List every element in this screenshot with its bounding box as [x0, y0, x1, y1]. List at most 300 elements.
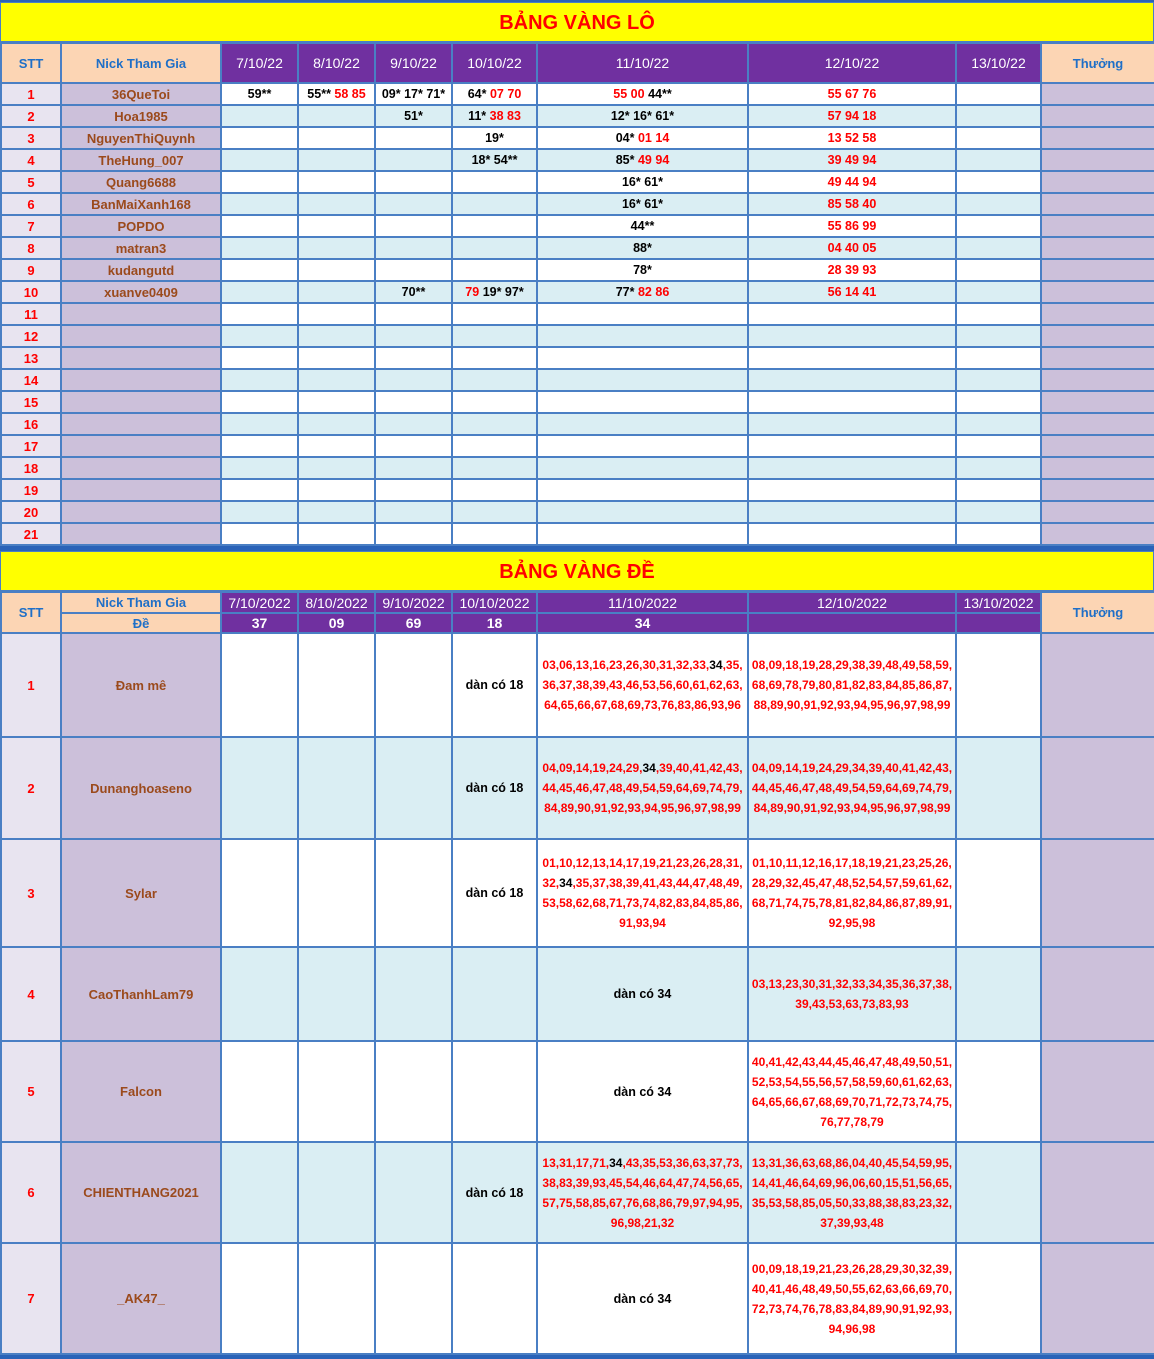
cell-text: 77*: [615, 285, 638, 299]
nick-cell: Đam mê: [61, 633, 221, 737]
date-cell: [452, 325, 537, 347]
nick-cell: matran3: [61, 237, 221, 259]
nick-cell: [61, 303, 221, 325]
date-cell: [298, 215, 375, 237]
date-cell: [452, 947, 537, 1041]
date-cell: [452, 105, 537, 127]
date-cell: [221, 325, 298, 347]
date-cell: [375, 523, 452, 545]
date-cell: [748, 457, 956, 479]
date-cell: [956, 215, 1041, 237]
date-cell: [298, 193, 375, 215]
cell-text: 07 70: [489, 87, 522, 101]
date-cell: [956, 1142, 1041, 1243]
lo-table-row: [1, 523, 1154, 545]
nick-cell: [61, 501, 221, 523]
date-cell: [221, 149, 298, 171]
date-cell: [537, 171, 748, 193]
date-cell: [375, 1041, 452, 1142]
date-cell: [221, 501, 298, 523]
date-cell: [748, 105, 956, 127]
date-cell: [375, 105, 452, 127]
cell-text: 57 94 18: [827, 109, 877, 123]
date-cell: [221, 171, 298, 193]
lo-date-header: 8/10/22: [298, 43, 375, 83]
thuong-cell: [1041, 149, 1154, 171]
date-cell: [956, 839, 1041, 947]
date-cell: [452, 193, 537, 215]
cell-text: 03,06,13,16,23,26,30,31,32,33,: [542, 658, 710, 672]
date-cell: [956, 435, 1041, 457]
date-cell: [298, 171, 375, 193]
cell-text: 08,09,18,19,28,29,38,39,48,49,58,59,68,69,78,79,80,81,82,83,84,85,86,87,88,89,90,91,92,93,94,95,96,97,98,99: [751, 658, 953, 712]
date-cell: [956, 1041, 1041, 1142]
date-cell: [748, 633, 956, 737]
date-cell: [537, 127, 748, 149]
date-cell: [452, 1243, 537, 1354]
date-cell: [298, 435, 375, 457]
cell-text: 38 83: [489, 109, 521, 123]
date-cell: [221, 215, 298, 237]
date-cell: [748, 1041, 956, 1142]
date-cell: [452, 127, 537, 149]
cell-text: ,35,37,38,39,41,43,44,47,48,49,53,58,62,68,71,73,74,82,83,84,85,86,91,93,94: [542, 876, 743, 930]
stt-cell: 12: [1, 325, 61, 347]
date-cell: [956, 259, 1041, 281]
date-cell: [748, 523, 956, 545]
date-cell: [537, 149, 748, 171]
lo-date-header: 11/10/22: [537, 43, 748, 83]
date-cell: [956, 127, 1041, 149]
date-cell: [221, 839, 298, 947]
date-cell: [221, 193, 298, 215]
date-cell: [537, 435, 748, 457]
thuong-cell: [1041, 947, 1154, 1041]
stt-cell: 6: [1, 1142, 61, 1243]
cell-text: 49 44 94: [827, 175, 877, 189]
date-cell: [298, 83, 375, 105]
nick-cell: [61, 369, 221, 391]
nick-cell: CaoThanhLam79: [61, 947, 221, 1041]
date-cell: [452, 839, 537, 947]
date-cell: [748, 215, 956, 237]
thuong-cell: [1041, 435, 1154, 457]
cell-text: dàn có 18: [465, 781, 524, 795]
date-cell: [375, 435, 452, 457]
de-result-cell: [748, 613, 956, 633]
date-cell: [537, 259, 748, 281]
date-cell: [298, 633, 375, 737]
thuong-cell: [1041, 1142, 1154, 1243]
lo-table-row: [1, 325, 1154, 347]
date-cell: [221, 281, 298, 303]
thuong-cell: [1041, 237, 1154, 259]
date-cell: [537, 501, 748, 523]
lo-table-row: [1, 303, 1154, 325]
date-cell: [537, 281, 748, 303]
de-date-header: 13/10/2022: [956, 592, 1041, 613]
nick-cell: kudangutd: [61, 259, 221, 281]
date-cell: [956, 347, 1041, 369]
date-cell: [748, 83, 956, 105]
date-cell: [221, 947, 298, 1041]
date-cell: [956, 479, 1041, 501]
date-cell: [452, 149, 537, 171]
nick-cell: _AK47_: [61, 1243, 221, 1354]
de-date-header: 8/10/2022: [298, 592, 375, 613]
date-cell: [375, 839, 452, 947]
date-cell: [298, 479, 375, 501]
date-cell: [452, 1041, 537, 1142]
dan-list: [538, 655, 747, 715]
date-cell: [375, 501, 452, 523]
date-cell: [748, 303, 956, 325]
nick-cell: Hoa1985: [61, 105, 221, 127]
lo-thuong-header: Thưởng: [1041, 43, 1154, 83]
cell-text: 39 49 94: [827, 153, 877, 167]
de-date-header: 9/10/2022: [375, 592, 452, 613]
cell-text: dàn có 18: [465, 1185, 524, 1200]
date-cell: [748, 237, 956, 259]
lo-table-row: [1, 149, 1154, 171]
date-cell: [956, 105, 1041, 127]
date-cell: [956, 171, 1041, 193]
thuong-cell: [1041, 523, 1154, 545]
date-cell: [452, 737, 537, 839]
cell-text: dàn có 18: [465, 678, 524, 692]
thuong-cell: [1041, 105, 1154, 127]
date-cell: [452, 303, 537, 325]
cell-text: 70**: [401, 285, 426, 299]
date-cell: [298, 325, 375, 347]
lo-date-header: 10/10/22: [452, 43, 537, 83]
stt-cell: 20: [1, 501, 61, 523]
lo-table-row: [1, 193, 1154, 215]
stt-cell: 2: [1, 737, 61, 839]
cell-text: 04 40 05: [827, 241, 877, 255]
date-cell: [956, 303, 1041, 325]
de-table-row: [1, 737, 1154, 839]
lo-table-row: [1, 369, 1154, 391]
date-cell: [956, 325, 1041, 347]
stt-cell: 15: [1, 391, 61, 413]
lo-date-header: 13/10/22: [956, 43, 1041, 83]
date-cell: [748, 501, 956, 523]
nick-cell: [61, 457, 221, 479]
cell-text: 19*: [485, 131, 504, 145]
lo-header-row: [1, 43, 1154, 83]
date-cell: [537, 413, 748, 435]
date-cell: [452, 457, 537, 479]
thuong-cell: [1041, 171, 1154, 193]
date-cell: [748, 369, 956, 391]
date-cell: [221, 523, 298, 545]
cell-text: 88*: [633, 241, 652, 255]
de-date-header: 7/10/2022: [221, 592, 298, 613]
nick-cell: Dunanghoaseno: [61, 737, 221, 839]
thuong-cell: [1041, 479, 1154, 501]
de-result-row: [1, 613, 1154, 633]
cell-text: 04,09,14,19,24,29,: [542, 761, 643, 775]
date-cell: [537, 303, 748, 325]
date-cell: [452, 413, 537, 435]
thuong-cell: [1041, 839, 1154, 947]
date-cell: [375, 457, 452, 479]
cell-text: 04,09,14,19,24,29,34,39,40,41,42,43,44,45,46,47,48,49,54,59,64,69,74,79,84,89,90,91,92,93,94,95,96,97,98,99: [751, 761, 953, 815]
date-cell: [537, 83, 748, 105]
date-cell: [298, 523, 375, 545]
cell-text: 44**: [648, 87, 672, 101]
date-cell: [221, 105, 298, 127]
stt-cell: 10: [1, 281, 61, 303]
date-cell: [375, 83, 452, 105]
cell-text: 16* 61*: [621, 197, 663, 211]
stt-cell: 3: [1, 127, 61, 149]
date-cell: [452, 215, 537, 237]
date-cell: [375, 171, 452, 193]
stt-cell: 7: [1, 1243, 61, 1354]
lo-table-row: [1, 435, 1154, 457]
de-result-cell: 69: [375, 613, 452, 633]
date-cell: [537, 523, 748, 545]
date-cell: [375, 237, 452, 259]
de-de-header: Đề: [61, 613, 221, 633]
date-cell: [221, 347, 298, 369]
thuong-cell: [1041, 1243, 1154, 1354]
date-cell: [956, 947, 1041, 1041]
date-cell: [375, 737, 452, 839]
nick-cell: [61, 325, 221, 347]
cell-text: 34: [642, 761, 656, 775]
stt-cell: 5: [1, 1041, 61, 1142]
date-cell: [298, 369, 375, 391]
stt-cell: 13: [1, 347, 61, 369]
nick-cell: CHIENTHANG2021: [61, 1142, 221, 1243]
date-cell: [452, 479, 537, 501]
stt-cell: 1: [1, 83, 61, 105]
date-cell: [748, 435, 956, 457]
date-cell: [537, 947, 748, 1041]
de-date-header: 12/10/2022: [748, 592, 956, 613]
lo-date-header: 7/10/22: [221, 43, 298, 83]
cell-text: ,39,40,41,42,43,44,45,46,47,48,49,54,59,64,69,74,79,84,89,90,91,92,93,94,95,96,97,98,99: [542, 761, 743, 815]
date-cell: [748, 171, 956, 193]
dan-list: [749, 655, 955, 715]
cell-text: 59**: [247, 87, 272, 101]
cell-text: 19* 97*: [482, 285, 524, 299]
date-cell: [537, 237, 748, 259]
date-cell: [375, 633, 452, 737]
nick-cell: [61, 479, 221, 501]
lo-table-row: [1, 83, 1154, 105]
date-cell: [298, 413, 375, 435]
stt-cell: 1: [1, 633, 61, 737]
stt-cell: 6: [1, 193, 61, 215]
date-cell: [748, 1142, 956, 1243]
date-cell: [748, 413, 956, 435]
lo-table-row: [1, 413, 1154, 435]
thuong-cell: [1041, 215, 1154, 237]
lo-table: [0, 42, 1154, 546]
date-cell: [956, 83, 1041, 105]
dan-list: [538, 1153, 747, 1233]
cell-text: 55**: [307, 87, 335, 101]
thuong-cell: [1041, 1041, 1154, 1142]
de-thuong-header: Thưởng: [1041, 592, 1154, 633]
date-cell: [298, 303, 375, 325]
lo-title: BẢNG VÀNG LÔ: [0, 2, 1154, 42]
stt-cell: 21: [1, 523, 61, 545]
stt-cell: 8: [1, 237, 61, 259]
cell-text: 34: [709, 658, 723, 672]
date-cell: [537, 633, 748, 737]
nick-cell: [61, 413, 221, 435]
cell-text: 18* 54**: [471, 153, 518, 167]
date-cell: [748, 325, 956, 347]
stt-cell: 4: [1, 947, 61, 1041]
date-cell: [452, 391, 537, 413]
date-cell: [748, 127, 956, 149]
lo-table-row: [1, 457, 1154, 479]
lo-table-row: [1, 501, 1154, 523]
de-result-cell: [956, 613, 1041, 633]
lo-table-row: [1, 479, 1154, 501]
date-cell: [452, 259, 537, 281]
cell-text: 28 39 93: [827, 263, 877, 277]
nick-cell: POPDO: [61, 215, 221, 237]
date-cell: [221, 391, 298, 413]
cell-text: dàn có 18: [465, 886, 524, 900]
date-cell: [452, 237, 537, 259]
date-cell: [452, 281, 537, 303]
date-cell: [537, 479, 748, 501]
date-cell: [956, 1243, 1041, 1354]
de-result-cell: 37: [221, 613, 298, 633]
date-cell: [221, 303, 298, 325]
thuong-cell: [1041, 457, 1154, 479]
date-cell: [221, 369, 298, 391]
date-cell: [748, 391, 956, 413]
date-cell: [956, 457, 1041, 479]
date-cell: [375, 259, 452, 281]
stt-cell: 4: [1, 149, 61, 171]
cell-text: ,43,35,53,36,63,37,73,38,83,39,93,45,54,46,64,47,74,56,65,57,75,58,85,67,76,68,86,79,97,94,95,96,98,21,32: [542, 1155, 743, 1230]
stt-cell: 17: [1, 435, 61, 457]
cell-text: 09* 17* 71*: [381, 87, 446, 101]
cell-text: 85 58 40: [827, 197, 877, 211]
de-date-header: 11/10/2022: [537, 592, 748, 613]
cell-text: 34: [559, 876, 573, 890]
date-cell: [221, 413, 298, 435]
stt-cell: 14: [1, 369, 61, 391]
date-cell: [956, 501, 1041, 523]
date-cell: [298, 947, 375, 1041]
date-cell: [221, 435, 298, 457]
date-cell: [298, 347, 375, 369]
de-table-row: [1, 839, 1154, 947]
de-table-row: [1, 1041, 1154, 1142]
date-cell: [375, 325, 452, 347]
cell-text: 13,31,36,63,68,86,04,40,45,54,59,95,14,41,46,64,69,96,06,60,15,51,56,65,35,53,58,85,05,50,33,88,38,83,23,32,37,39,93,48: [751, 1155, 953, 1230]
date-cell: [537, 1041, 748, 1142]
stt-cell: 2: [1, 105, 61, 127]
cell-text: 03,13,23,30,31,32,33,34,35,36,37,38,39,43,53,63,73,83,93: [751, 977, 953, 1011]
cell-text: 13 52 58: [827, 131, 877, 145]
lo-table-row: [1, 347, 1154, 369]
cell-text: 44**: [630, 219, 655, 233]
lo-date-header: 9/10/22: [375, 43, 452, 83]
date-cell: [298, 105, 375, 127]
cell-text: 12* 16* 61*: [610, 109, 675, 123]
cell-text: 01,10,12,13,14,17,19,21,23,26,28,31,32,: [542, 856, 743, 890]
date-cell: [221, 83, 298, 105]
date-cell: [298, 457, 375, 479]
cell-text: 55 86 99: [827, 219, 877, 233]
date-cell: [221, 737, 298, 839]
date-cell: [537, 193, 748, 215]
date-cell: [748, 737, 956, 839]
cell-text: 00,09,18,19,21,23,26,28,29,30,32,39,40,41,46,48,49,50,55,62,63,66,69,70,72,73,74,76,78,83,84,89,90,91,92,93,94,96,98: [751, 1261, 953, 1336]
date-cell: [748, 947, 956, 1041]
date-cell: [452, 83, 537, 105]
date-cell: [452, 501, 537, 523]
cell-text: 49 94: [637, 153, 670, 167]
cell-text: 78*: [633, 263, 652, 277]
date-cell: [298, 1243, 375, 1354]
date-cell: [375, 303, 452, 325]
date-cell: [221, 1041, 298, 1142]
cell-text: 58 85: [334, 87, 366, 101]
date-cell: [375, 479, 452, 501]
date-cell: [956, 281, 1041, 303]
date-cell: [298, 259, 375, 281]
date-cell: [748, 281, 956, 303]
date-cell: [537, 839, 748, 947]
cell-text: ,35,36,37,38,39,43,46,53,56,60,61,62,63,64,65,66,67,68,69,73,76,83,86,93,96: [542, 658, 743, 712]
thuong-cell: [1041, 347, 1154, 369]
lo-table-row: [1, 259, 1154, 281]
thuong-cell: [1041, 127, 1154, 149]
lo-date-header: 12/10/22: [748, 43, 956, 83]
nick-cell: [61, 391, 221, 413]
date-cell: [375, 947, 452, 1041]
date-cell: [748, 839, 956, 947]
date-cell: [298, 1041, 375, 1142]
nick-cell: 36QueToi: [61, 83, 221, 105]
nick-cell: xuanve0409: [61, 281, 221, 303]
lo-stt-header: STT: [1, 43, 61, 83]
thuong-cell: [1041, 737, 1154, 839]
lo-table-row: [1, 105, 1154, 127]
dan-list: [538, 758, 747, 818]
stt-cell: 18: [1, 457, 61, 479]
date-cell: [375, 347, 452, 369]
de-stt-header: STT: [1, 592, 61, 633]
date-cell: [375, 391, 452, 413]
lo-table-row: [1, 281, 1154, 303]
stt-cell: 19: [1, 479, 61, 501]
date-cell: [221, 479, 298, 501]
de-table-row: [1, 1142, 1154, 1243]
date-cell: [956, 391, 1041, 413]
cell-text: 56 14 41: [827, 285, 877, 299]
date-cell: [375, 193, 452, 215]
date-cell: [221, 457, 298, 479]
date-cell: [298, 839, 375, 947]
cell-text: dàn có 34: [613, 1291, 672, 1306]
date-cell: [375, 413, 452, 435]
de-table-row: [1, 1243, 1154, 1354]
